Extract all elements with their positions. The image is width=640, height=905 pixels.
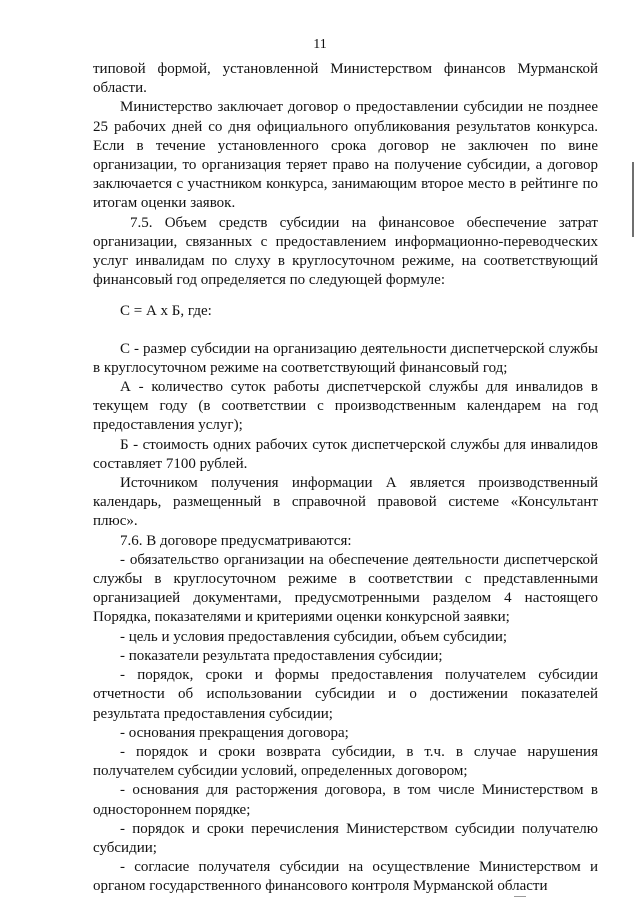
list-item: - порядок, сроки и формы предоставления получателем субсидии отчетности об использовании субсидии и о достижении показателей результата предоставления субсидии; xyxy=(93,667,598,722)
list-item: - основания для расторжения договора, в том числе Министерством в одностороннем порядке; xyxy=(93,782,598,818)
list-item: - показатели результата предоставления субсидии; xyxy=(120,647,443,664)
formula: С = А х Б, где: xyxy=(120,303,212,320)
document-body xyxy=(93,60,598,897)
list-item: - цель и условия предоставления субсидии, объем субсидии; xyxy=(120,628,508,645)
page-number: 11 xyxy=(313,37,327,52)
paragraph-7-6: 7.6. В договоре предусматриваются: xyxy=(120,532,352,549)
scan-mark xyxy=(514,896,526,897)
definition-a: А - количество суток работы диспетчерской службы для инвалидов в текущем году (в соответствии с производственным календарем на год предоставления услуг); xyxy=(93,379,598,434)
list-item: - обязательство организации на обеспечение деятельности диспетчерской службы в круглосуточном режиме в соответствии с представленными организацией документами, предусмотренными разделом 4 настоящего Порядка, показателями и критериями оценки конкурсной заявки; xyxy=(93,551,598,626)
margin-mark xyxy=(632,162,634,237)
paragraph-info-source: Источником получения информации А является производственный календарь, размещенный в справочной правовой системе «Консультант плюс». xyxy=(93,475,598,530)
list-item: - порядок и сроки перечисления Министерством субсидии получателю субсидии; xyxy=(93,820,598,856)
paragraph-7-5: 7.5. Объем средств субсидии на финансовое обеспечение затрат организации, связанных с предоставлением информационно-переводческих услуг инвалидам по слуху в круглосуточном режиме, на соответствующий финансовый год определяется по следующей формуле: xyxy=(93,214,598,289)
paragraph-contract-deadline: Министерство заключает договор о предоставлении субсидии не позднее 25 рабочих дней со дня официального опубликования результатов конкурса. Если в течение установленного срока договор не заключен по вине организации, то организация теряет право на получение субсидии, а договор заключается с участником конкурса, занимающим второе место в рейтинге по итогам оценки заявок. xyxy=(93,99,598,212)
definition-b: Б - стоимость одних рабочих суток диспетчерской службы для инвалидов составляет 7100 рублей. xyxy=(93,436,598,472)
paragraph-continuation: типовой формой, установленной Министерством финансов Мурманской области. xyxy=(93,61,598,97)
list-item: - согласие получателя субсидии на осуществление Министерством и органом государственного финансового контроля Мурманской области xyxy=(93,859,598,895)
list-item: - основания прекращения договора; xyxy=(120,724,349,741)
list-item: - порядок и сроки возврата субсидии, в т.ч. в случае нарушения получателем субсидии условий, определенных договором; xyxy=(93,743,598,780)
definition-c: С - размер субсидии на организацию деятельности диспетчерской службы в круглосуточном режиме на соответствующий финансовый год; xyxy=(93,340,598,376)
